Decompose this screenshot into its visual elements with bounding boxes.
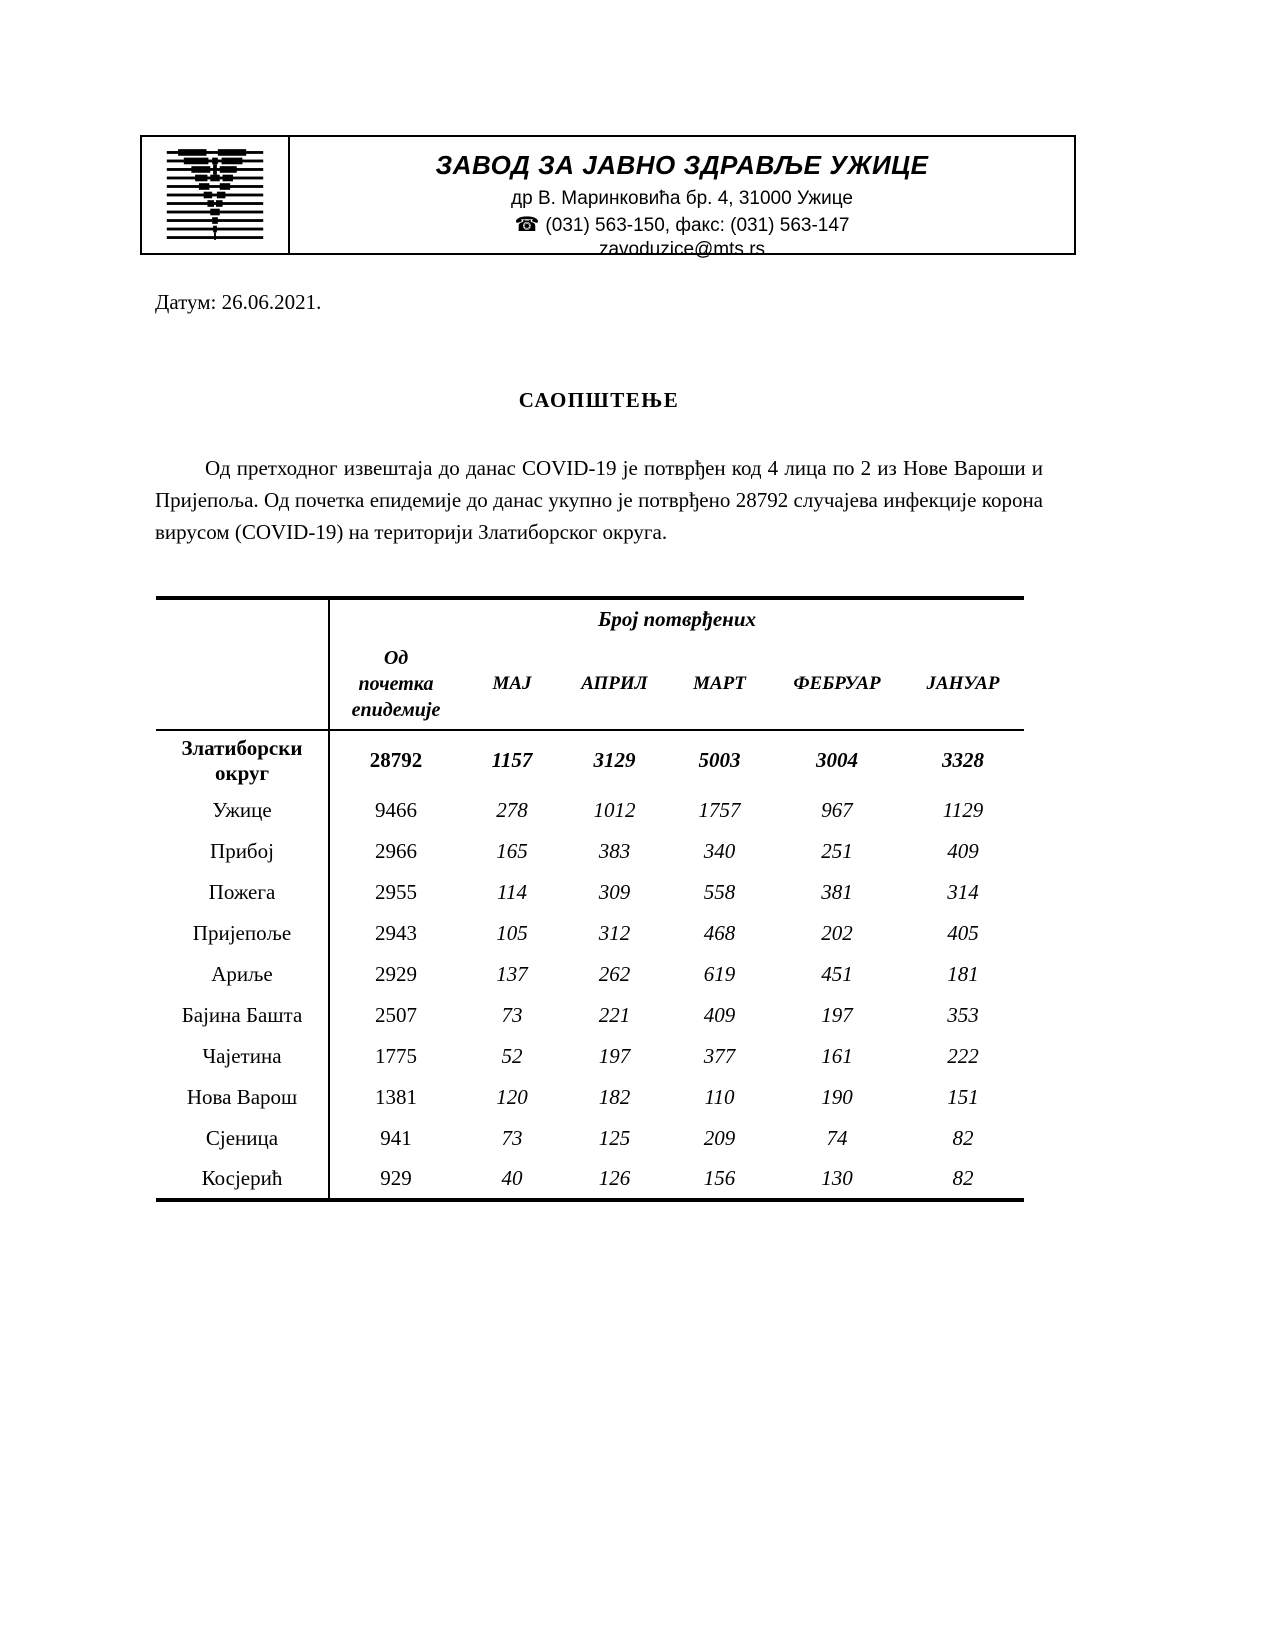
table-cell: 5003 [698,748,741,772]
date-line: Датум: 26.06.2021. [155,290,322,314]
table-cell: 156 [703,1166,736,1190]
table-span-header-row [156,598,1024,638]
table-cell: 151 [947,1085,979,1109]
table-row [156,1036,1024,1077]
table-row [156,872,1024,913]
row-label: Златиборски округ [156,730,329,790]
body-paragraph: Од претходног извештаја до данас COVID-19 је потврђен код 4 лица по 2 из Нове Вароши и Пријепоља. Од почетка епидемије до данас укупно је потврђено 28792 случајева инфекције корона вирусом (COVID-19) на територији Златиборског округа. [155,456,1043,544]
table-row [156,730,1024,790]
table-cell: 3004 [816,748,858,772]
column-header: МАЈ [462,638,562,730]
table-cell: 383 [598,839,631,863]
table-cell: 1381 [375,1085,417,1109]
table-cell: 209 [703,1126,736,1150]
covid-cases-table [156,596,1024,1202]
table-row [156,954,1024,995]
table-cell: 161 [821,1044,853,1068]
table-cell: 309 [598,880,631,904]
table-cell: 377 [703,1044,736,1068]
table-cell: 202 [821,921,853,945]
table-row [156,913,1024,954]
table-cell: 73 [501,1126,523,1150]
table-cell: 278 [496,798,528,822]
table-cell: 1775 [375,1044,417,1068]
table-cell: 114 [497,880,527,904]
table-cell: 340 [703,839,736,863]
column-header: МАРТ [667,638,772,730]
org-email: zavoduzice@mts.rs [598,239,766,260]
row-label: Пријепоље [156,913,329,954]
table-cell: 1012 [593,798,636,822]
table-cell: 126 [598,1166,631,1190]
org-phone-line [290,212,1074,237]
table-cell: 222 [947,1044,979,1068]
table-cell: 2507 [375,1003,417,1027]
table-cell: 2955 [375,880,417,904]
table-row [156,790,1024,831]
table-cell: 353 [947,1003,979,1027]
table-cell: 165 [496,839,528,863]
row-label: Сјеница [156,1118,329,1159]
table-cell: 405 [947,921,979,945]
table-cell: 52 [501,1044,523,1068]
row-label: Нова Варош [156,1077,329,1118]
table-cell: 251 [821,839,853,863]
table-row [156,1077,1024,1118]
table-cell: 409 [703,1003,736,1027]
table-cell: 1129 [942,798,984,822]
column-header: ЈАНУАР [902,638,1024,730]
table-cell: 110 [704,1085,735,1109]
table-cell: 314 [947,880,979,904]
table-cell: 468 [703,921,736,945]
corner-cell [156,598,329,730]
row-label: Косјерић [156,1159,329,1200]
table-cell: 182 [598,1085,631,1109]
table-cell: 181 [947,962,979,986]
table-row [156,1159,1024,1200]
table-cell: 221 [598,1003,631,1027]
row-label: Чајетина [156,1036,329,1077]
table-cell: 3129 [593,748,636,772]
table-row [156,831,1024,872]
row-label: Ужице [156,790,329,831]
table-cell: 197 [821,1003,853,1027]
phone-icon: ☎ [514,214,540,236]
column-header: Од почетка епидемије [329,638,462,730]
table-cell: 312 [598,921,631,945]
table-cell: 28792 [369,748,423,772]
page-title: САОПШТЕЊЕ [518,388,680,412]
table-cell: 262 [598,962,631,986]
table-cell: 2943 [375,921,417,945]
table-cell: 2929 [375,962,417,986]
table-cell: 73 [501,1003,523,1027]
org-name: ЗАВОД ЗА ЈАВНО ЗДРАВЉЕ УЖИЦЕ [435,150,929,180]
span-header-cell: Број потврђених [598,606,756,631]
table-cell: 190 [821,1085,853,1109]
table-cell: 619 [703,962,736,986]
table-cell: 1757 [698,798,741,822]
letterhead-box [140,135,1076,260]
letterhead-text [290,137,1074,260]
row-label: Пожега [156,872,329,913]
table-cell: 451 [821,962,853,986]
table-cell: 74 [826,1126,848,1150]
table-cell: 381 [821,880,853,904]
row-label: Прибој [156,831,329,872]
org-address: др В. Маринковића бр. 4, 31000 Ужице [511,188,853,209]
table-cell: 2966 [375,839,417,863]
table-cell: 409 [947,839,979,863]
row-label: Бајина Башта [156,995,329,1036]
table-cell: 929 [380,1166,412,1190]
table-cell: 120 [496,1085,528,1109]
table-row [156,1118,1024,1159]
table-cell: 137 [496,962,528,986]
table-cell: 967 [821,798,853,822]
table-cell: 1157 [491,748,533,772]
table-cell: 40 [501,1166,523,1190]
table-cell: 82 [952,1126,974,1150]
table-cell: 105 [496,921,528,945]
table-cell: 941 [380,1126,412,1150]
table-cell: 197 [598,1044,631,1068]
table-cell: 3328 [942,748,985,772]
table-cell: 125 [598,1126,631,1150]
table-cell: 9466 [375,798,417,822]
table-cell: 558 [703,880,736,904]
logo-cell [142,137,290,253]
table-row [156,995,1024,1036]
org-phone-numbers: (031) 563-150, факс: (031) 563-147 [545,215,850,236]
institute-emblem-icon [163,149,267,241]
table-cell: 130 [821,1166,853,1190]
table-cell: 82 [952,1166,974,1190]
column-header: ФЕБРУАР [772,638,902,730]
row-label: Ариље [156,954,329,995]
column-header: АПРИЛ [562,638,667,730]
